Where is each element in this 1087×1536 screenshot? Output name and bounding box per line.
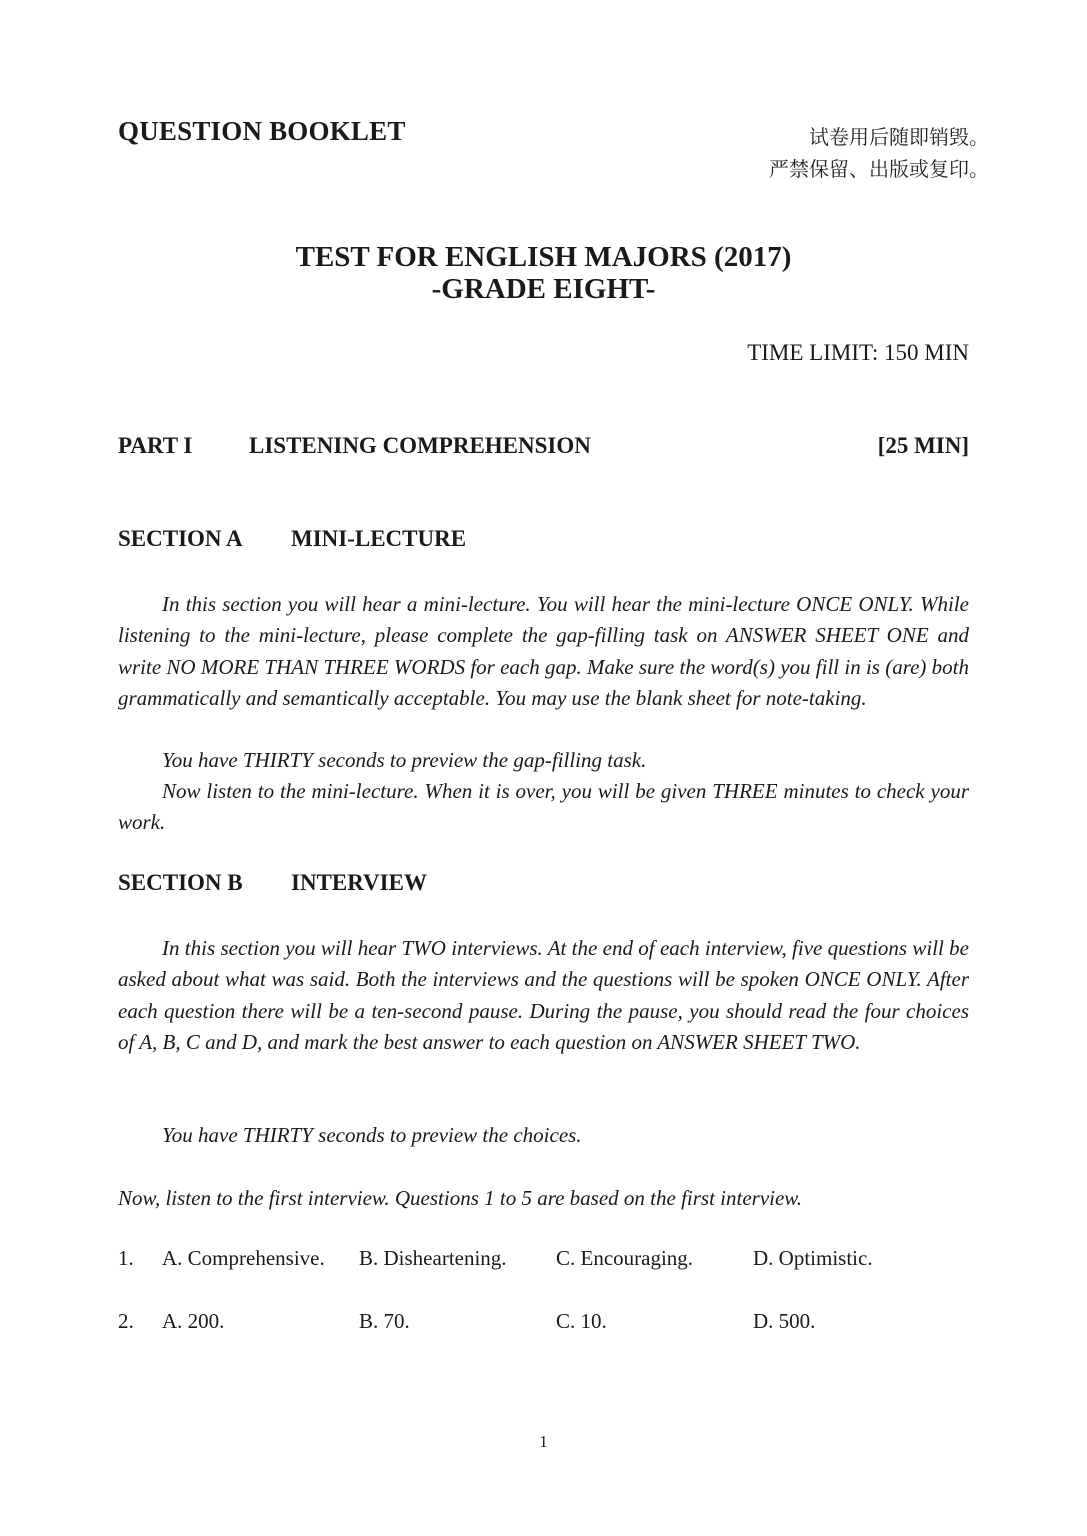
choice-c: C. Encouraging. [556, 1246, 694, 1270]
first-interview-note: Now, listen to the first interview. Questions 1 to 5 are based on the first interview. [118, 1186, 803, 1210]
page-number: 1 [539, 1432, 548, 1451]
choice-d: D. Optimistic. [753, 1246, 873, 1270]
test-title-line-2: -GRADE EIGHT- [431, 273, 656, 305]
section-a-listen-note: Now listen to the mini-lecture. When it is over, you will be given THREE minutes to check your work. [118, 779, 969, 835]
section-b-label: SECTION B [118, 870, 243, 895]
test-title [0, 241, 1087, 305]
cn-note-line-1: 试卷用后随即销毁。 [809, 125, 989, 149]
question-1 [118, 1246, 969, 1276]
part-name: LISTENING COMPREHENSION [249, 433, 591, 458]
question-number: 2. [118, 1309, 134, 1333]
question-2 [118, 1309, 969, 1339]
choice-c: C. 10. [556, 1309, 607, 1333]
section-a-label: SECTION A [118, 526, 243, 551]
destroy-after-use-notice [769, 121, 989, 185]
choice-b: B. Disheartening. [359, 1246, 507, 1270]
section-a-preview-note: You have THIRTY seconds to preview the gap-filling task. [162, 748, 647, 772]
part-label: PART I [118, 433, 193, 458]
choice-d: D. 500. [753, 1309, 816, 1333]
section-b-instructions: In this section you will hear TWO interviews. At the end of each interview, five questions will be asked about what was said. Both the interviews and the questions will be spoken ONCE ONLY. After each question there will be a ten-second pause. During the pause, you should read the four choices of A, B, C and D, and mark the best answer to each question on ANSWER SHEET TWO. [118, 936, 969, 1054]
time-limit: TIME LIMIT: 150 MIN [747, 340, 969, 365]
section-a-name: MINI-LECTURE [291, 526, 467, 551]
test-title-line-1: TEST FOR ENGLISH MAJORS (2017) [295, 241, 792, 273]
question-number: 1. [118, 1246, 134, 1270]
cn-note-line-2: 严禁保留、出版或复印。 [769, 157, 989, 181]
section-b-preview-note: You have THIRTY seconds to preview the choices. [162, 1123, 582, 1147]
part-time: [25 MIN] [877, 433, 969, 458]
section-a-instructions: In this section you will hear a mini-lecture. You will hear the mini-lecture ONCE ONLY. While listening to the mini-lecture, please complete the gap-filling task on ANSWER SHEET ONE and write NO MORE THAN THREE WORDS for each gap. Make sure the word(s) you fill in is (are) both grammatically and semantically acceptable. You may use the blank sheet for note-taking. [118, 592, 969, 710]
booklet-title: QUESTION BOOKLET [118, 116, 406, 146]
choice-b: B. 70. [359, 1309, 410, 1333]
section-b-name: INTERVIEW [291, 870, 427, 895]
choice-a: A. 200. [162, 1309, 225, 1333]
choice-a: A. Comprehensive. [162, 1246, 325, 1270]
